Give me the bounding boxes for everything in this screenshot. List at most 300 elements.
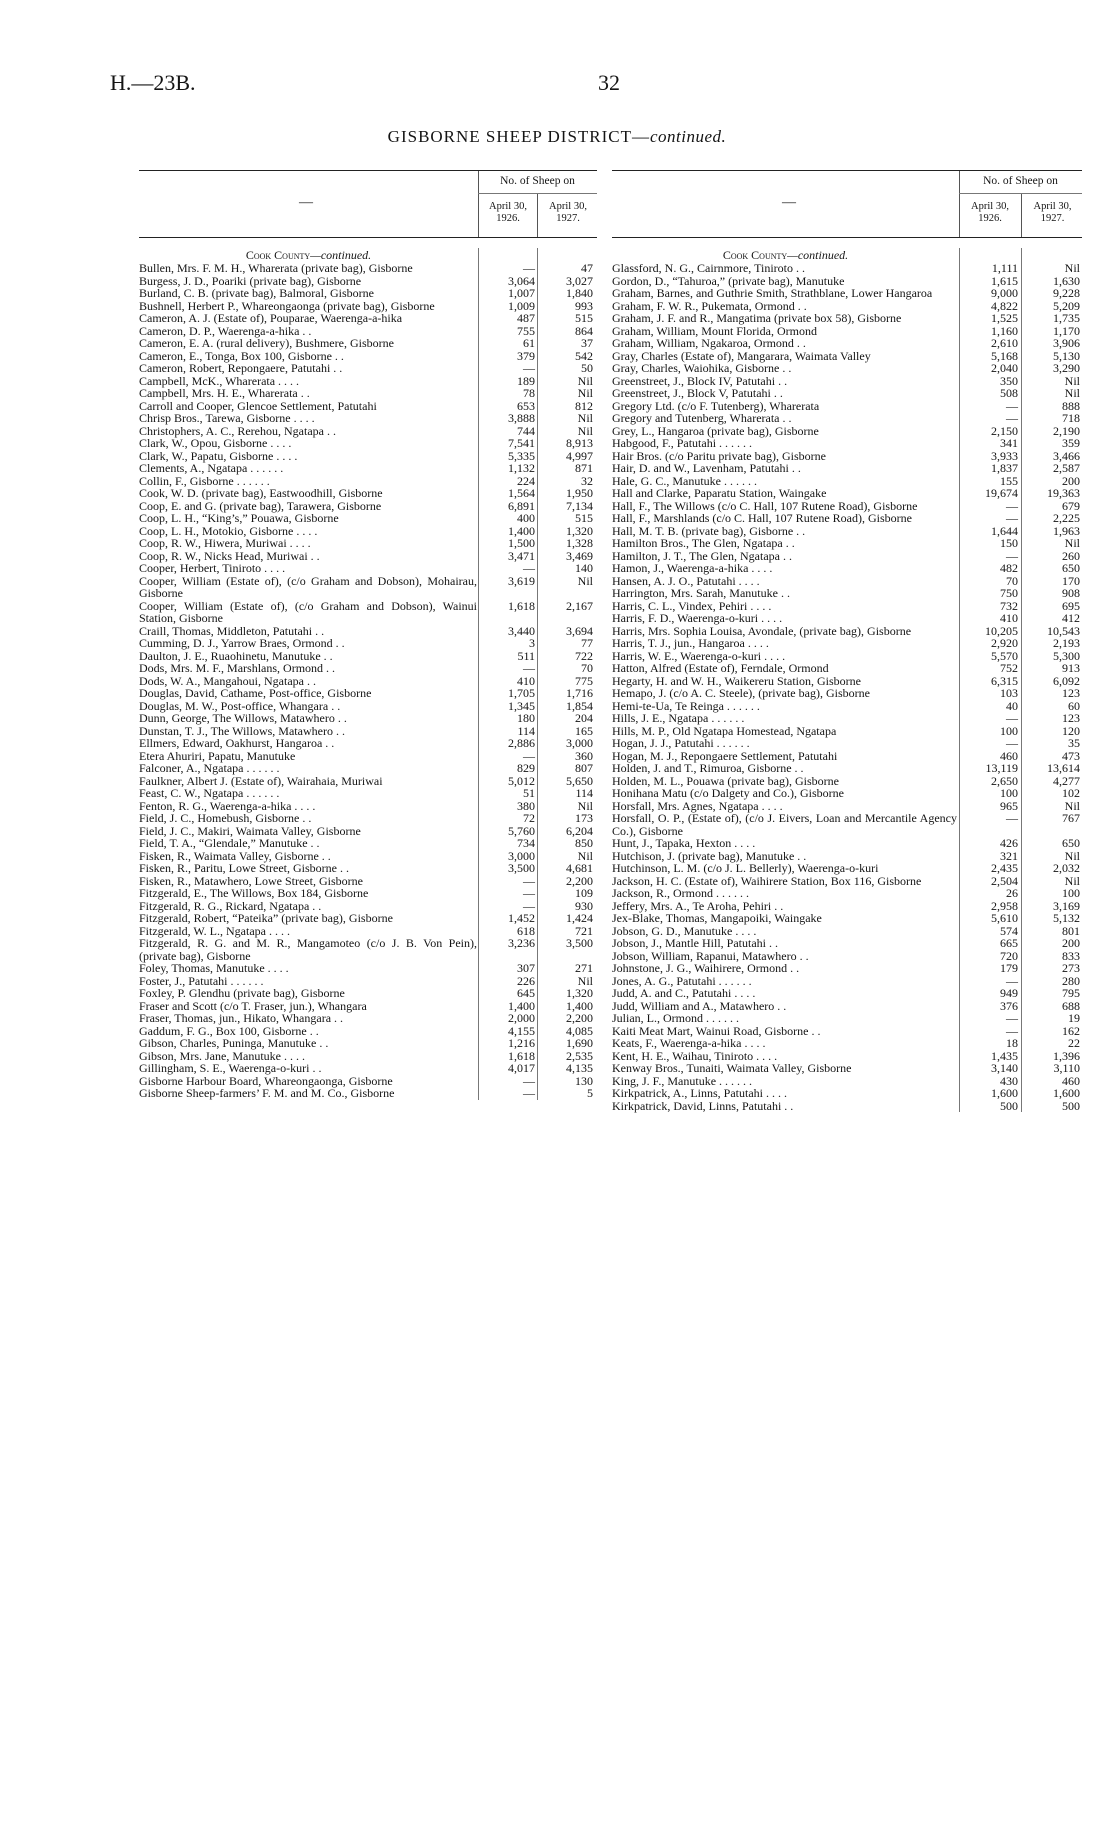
sheep-1927: 102 <box>1062 786 1080 800</box>
sheep-1927: 913 <box>1062 661 1080 675</box>
holder-name: Hutchison, J. (private bag), Manutuke . . <box>612 848 807 863</box>
sheep-1927: 1,400 <box>566 998 593 1013</box>
sheep-1926: — <box>1006 1011 1018 1025</box>
sheep-1926: 1,837 <box>991 461 1018 475</box>
col-1926-header: April 30, 1926. <box>489 201 527 224</box>
sheep-1926: 6,891 <box>508 498 535 513</box>
sheep-1927: Nil <box>577 373 593 388</box>
holder-name: Kenway Bros., Tunaiti, Waimata Valley, Gisborne <box>612 1061 852 1075</box>
sheep-1927: 3,000 <box>566 736 593 750</box>
holder-name: Graham, William, Mount Florida, Ormond <box>612 323 817 338</box>
sheep-1926: 618 <box>517 923 535 938</box>
table-row <box>612 287 1082 300</box>
holder-name: Dunn, George, The Willows, Matawhero . . <box>139 711 347 725</box>
sheep-1927: 10,543 <box>1047 623 1080 638</box>
table-row <box>139 812 597 825</box>
sheep-1927: Nil <box>1064 261 1080 275</box>
table-row <box>612 1012 1082 1025</box>
sheep-1926: 5,760 <box>508 823 535 838</box>
table-row <box>139 837 597 850</box>
table-row <box>612 387 1082 400</box>
holder-name: Falconer, A., Ngatapa . . . . . . <box>139 761 280 775</box>
sheep-1926: 100 <box>1000 786 1018 800</box>
sheep-1927: Nil <box>577 386 593 400</box>
sheep-1926: 307 <box>517 961 535 975</box>
table-row <box>612 837 1082 850</box>
sheep-1927: 718 <box>1062 411 1080 425</box>
holder-name: Cooper, Herbert, Tiniroto . . . . <box>139 561 286 575</box>
holder-name: Fenton, R. G., Waerenga-a-hika . . . . <box>139 798 316 813</box>
table-row <box>612 687 1082 700</box>
sheep-1927: 120 <box>1062 723 1080 738</box>
holder-name: Clements, A., Ngatapa . . . . . . <box>139 461 284 475</box>
holder-name: Gillingham, S. E., Waerenga-o-kuri . . <box>139 1061 322 1075</box>
sheep-1926: 1,132 <box>508 461 535 475</box>
table-row <box>612 537 1082 550</box>
sheep-group-header: No. of Sheep on <box>500 175 575 187</box>
sheep-1926: 1,007 <box>508 286 535 300</box>
holder-name: Ellmers, Edward, Oakhurst, Hangaroa . . <box>139 736 335 750</box>
sheep-1926: 19,674 <box>985 486 1018 500</box>
sheep-1927: 4,997 <box>566 448 593 463</box>
table-row <box>139 437 597 450</box>
table-row <box>612 762 1082 775</box>
sheep-1927: 35 <box>1068 736 1080 750</box>
sheep-1926: — <box>523 748 535 763</box>
sheep-1927: 1,424 <box>566 911 593 925</box>
table-row <box>139 1012 597 1025</box>
sheep-1927: 2,193 <box>1053 636 1080 650</box>
holder-name: Hall, M. T. B. (private bag), Gisborne . . <box>612 523 806 538</box>
holder-name: Bushnell, Herbert P., Whareongaonga (private bag), Gisborne <box>139 298 435 313</box>
sheep-1927: 888 <box>1062 398 1080 413</box>
table-row <box>612 512 1082 525</box>
holder-name: Jackson, H. C. (Estate of), Waihirere Station, Box 116, Gisborne <box>612 873 922 888</box>
sheep-1927: 3,469 <box>566 548 593 563</box>
holder-name: Craill, Thomas, Middleton, Patutahi . . <box>139 623 325 638</box>
holder-name: Greenstreet, J., Block V, Patutahi . . <box>612 386 783 400</box>
sheep-1927: 1,690 <box>566 1036 593 1050</box>
sheep-1926: — <box>523 561 535 575</box>
table-row <box>612 737 1082 750</box>
holder-name: Jobson, G. D., Manutuke . . . . <box>612 923 757 938</box>
sheep-1926: 732 <box>1000 598 1018 613</box>
sheep-1927: 850 <box>575 836 593 850</box>
table-row <box>612 612 1082 625</box>
holder-name: Fisken, R., Matawhero, Lowe Street, Gisborne <box>139 873 363 888</box>
holder-name: Greenstreet, J., Block IV, Patutahi . . <box>612 373 788 388</box>
holder-name: Coop, R. W., Hiwera, Muriwai . . . . <box>139 536 311 550</box>
sheep-1927: 5,300 <box>1053 648 1080 663</box>
sheep-1927: 100 <box>1062 886 1080 900</box>
table-row <box>139 962 597 975</box>
holder-name: Judd, William and A., Matawhero . . <box>612 998 787 1013</box>
sheep-1926: — <box>1006 736 1018 750</box>
sheep-1926: 150 <box>1000 536 1018 550</box>
sheep-1927: 767 <box>1062 811 1080 825</box>
table-row <box>139 287 597 300</box>
sheep-1927: Nil <box>577 798 593 813</box>
sheep-1927: 359 <box>1062 436 1080 450</box>
holder-name: Gregory Ltd. (c/o F. Tutenberg), Wharerata <box>612 398 820 413</box>
sheep-1927: 32 <box>581 473 593 488</box>
holder-name: Jackson, R., Ormond . . . . . . <box>612 886 749 900</box>
sheep-1927: 200 <box>1062 473 1080 488</box>
holder-name: Jones, A. G., Patutahi . . . . . . <box>612 973 752 988</box>
holder-name: Coop, L. H., “King’s,” Pouawa, Gisborne <box>139 511 339 525</box>
left-table <box>139 170 597 1100</box>
table-row <box>139 687 597 700</box>
holder-name: Kent, H. E., Waihau, Tiniroto . . . . <box>612 1048 778 1063</box>
sheep-1926: — <box>523 886 535 900</box>
sheep-1927: 13,614 <box>1047 761 1080 775</box>
holder-name: Hunt, J., Tapaka, Hexton . . . . <box>612 836 756 850</box>
sheep-1927: 8,913 <box>566 436 593 450</box>
holder-name: Hogan, M. J., Repongaere Settlement, Patutahi <box>612 748 838 763</box>
sheep-1927: 1,170 <box>1053 323 1080 338</box>
sheep-1926: 114 <box>517 723 535 738</box>
sheep-1927: 37 <box>581 336 593 350</box>
holder-name: Cumming, D. J., Yarrow Braes, Ormond . . <box>139 636 345 650</box>
sheep-1926: 155 <box>1000 473 1018 488</box>
holder-name: Hills, M. P., Old Ngatapa Homestead, Ngatapa <box>612 723 837 738</box>
sheep-1926: 2,958 <box>991 898 1018 913</box>
holder-name: Fraser, Thomas, jun., Hikato, Whangara . . <box>139 1011 344 1025</box>
sheep-1926: 226 <box>517 973 535 988</box>
sheep-1926: — <box>523 1073 535 1088</box>
sheep-1926: — <box>1006 548 1018 563</box>
holder-name: Douglas, David, Cathame, Post-office, Gisborne <box>139 686 372 700</box>
sheep-1927: 6,092 <box>1053 673 1080 688</box>
sheep-1927: 109 <box>575 886 593 900</box>
sheep-1926: 4,155 <box>508 1023 535 1038</box>
sheep-1926: 1,400 <box>508 998 535 1013</box>
holder-name: Hegarty, H. and W. H., Waikereru Station, Gisborne <box>612 673 861 688</box>
sheep-1926: 1,564 <box>508 486 535 500</box>
holder-name: Bullen, Mrs. F. M. H., Wharerata (private bag), Gisborne <box>139 261 413 275</box>
table-row <box>139 462 597 475</box>
holder-name: Fitzgerald, R. G. and M. R., Mangamoteo (c/o J. B. Von Pein), (private bag), Gisborne <box>139 936 477 963</box>
holder-name: Fraser and Scott (c/o T. Fraser, jun.), Whangara <box>139 998 367 1013</box>
sheep-1926: — <box>523 361 535 375</box>
holder-name: Christophers, A. C., Rerehou, Ngatapa . . <box>139 423 336 438</box>
sheep-1926: 3 <box>529 636 535 650</box>
sheep-1926: 1,644 <box>991 523 1018 538</box>
table-row <box>612 912 1082 925</box>
sheep-1927: 908 <box>1062 586 1080 600</box>
sheep-1926: 26 <box>1006 886 1018 900</box>
table-row <box>139 487 597 500</box>
sheep-1927: 280 <box>1062 973 1080 988</box>
sheep-1926: 460 <box>1000 748 1018 763</box>
holder-name: Holden, M. L., Pouawa (private bag), Gisborne <box>612 773 839 788</box>
sheep-1927: 123 <box>1062 686 1080 700</box>
sheep-1926: 72 <box>523 811 535 825</box>
sheep-1926: 511 <box>517 648 535 663</box>
holder-name: Douglas, M. W., Post-office, Whangara . . <box>139 698 341 713</box>
table-row <box>612 1100 1082 1113</box>
holder-name: Jex-Blake, Thomas, Mangapoiki, Waingake <box>612 911 822 925</box>
table-row <box>612 862 1082 875</box>
sheep-1927: 721 <box>575 923 593 938</box>
sheep-1926: 508 <box>1000 386 1018 400</box>
sheep-1927: 542 <box>575 348 593 363</box>
holder-name: Gibson, Charles, Puninga, Manutuke . . <box>139 1036 329 1050</box>
holder-name: Faulkner, Albert J. (Estate of), Wairahaia, Muriwai <box>139 773 383 788</box>
sheep-1926: — <box>1006 973 1018 988</box>
holder-name: Hair, D. and W., Lavenham, Patutahi . . <box>612 461 801 475</box>
holder-name: Hatton, Alfred (Estate of), Ferndale, Ormond <box>612 661 829 675</box>
sheep-1927: 795 <box>1062 986 1080 1000</box>
sheep-1927: 4,681 <box>566 861 593 875</box>
sheep-1927: 500 <box>1062 1098 1080 1113</box>
sheep-1926: 734 <box>517 836 535 850</box>
holder-name: Judd, A. and C., Patutahi . . . . <box>612 986 756 1000</box>
sheep-1927: 775 <box>575 673 593 688</box>
holder-name: Kirkpatrick, A., Linns, Patutahi . . . . <box>612 1086 787 1100</box>
table-row <box>139 412 597 425</box>
holder-name: Hogan, J. J., Patutahi . . . . . . <box>612 736 750 750</box>
sheep-1926: 5,012 <box>508 773 535 788</box>
sheep-1926: 51 <box>523 786 535 800</box>
table-row <box>139 600 597 625</box>
holder-name: Harris, F. D., Waerenga-o-kuri . . . . <box>612 611 783 625</box>
holder-name: Feast, C. W., Ngatapa . . . . . . <box>139 786 280 800</box>
sheep-1927: 1,950 <box>566 486 593 500</box>
sheep-1926: 1,618 <box>508 1048 535 1063</box>
table-row <box>139 262 597 275</box>
table-row <box>612 487 1082 500</box>
holder-name: Foley, Thomas, Manutuke . . . . <box>139 961 289 975</box>
sheep-1926: 410 <box>517 673 535 688</box>
sheep-1927: 77 <box>581 636 593 650</box>
left-table-body <box>139 248 597 1100</box>
sheep-1927: 130 <box>575 1073 593 1088</box>
sheep-1926: 949 <box>1000 986 1018 1000</box>
holder-name: Cameron, E., Tonga, Box 100, Gisborne . . <box>139 348 344 363</box>
sheep-1926: 5,335 <box>508 448 535 463</box>
holder-name: Gisborne Harbour Board, Whareongaonga, Gisborne <box>139 1073 393 1088</box>
table-row <box>612 1062 1082 1075</box>
holder-name: Campbell, Mrs. H. E., Wharerata . . <box>139 386 310 400</box>
holder-name: Holden, J. and T., Rimuroa, Gisborne . . <box>612 761 804 775</box>
sheep-1927: 5,209 <box>1053 298 1080 313</box>
table-row <box>612 437 1082 450</box>
col-1927-header: April 30, 1927. <box>549 201 587 224</box>
sheep-1927: 1,963 <box>1053 523 1080 538</box>
sheep-1927: 140 <box>575 561 593 575</box>
sheep-1927: Nil <box>1064 798 1080 813</box>
sheep-1927: 650 <box>1062 561 1080 575</box>
holder-name: Etera Ahuriri, Papatu, Manutuke <box>139 748 296 763</box>
sheep-1927: 19,363 <box>1047 486 1080 500</box>
sheep-1927: 3,466 <box>1053 448 1080 463</box>
holder-name: Hamilton, J. T., The Glen, Ngatapa . . <box>612 548 792 563</box>
holder-name: Fitzgerald, R. G., Rickard, Ngatapa . . <box>139 898 322 913</box>
sheep-1927: Nil <box>1064 536 1080 550</box>
name-column-header: — <box>299 195 313 210</box>
title-main: GISBORNE SHEEP DISTRICT— <box>387 127 651 146</box>
sheep-1926: 40 <box>1006 698 1018 713</box>
sheep-1926: 482 <box>1000 561 1018 575</box>
sheep-1926: 2,650 <box>991 773 1018 788</box>
sheep-1926: 3,888 <box>508 411 535 425</box>
table-row <box>612 937 1082 950</box>
sheep-1927: 5,132 <box>1053 911 1080 925</box>
sheep-1927: 2,190 <box>1053 423 1080 438</box>
table-row <box>139 387 597 400</box>
table-row <box>612 362 1082 375</box>
sheep-1926: — <box>1006 411 1018 425</box>
holder-name: Fitzgerald, Robert, “Pateika” (private bag), Gisborne <box>139 911 393 925</box>
table-row <box>139 887 597 900</box>
table-row <box>139 737 597 750</box>
sheep-1927: 2,167 <box>566 598 593 613</box>
sheep-1927: 2,200 <box>566 1011 593 1025</box>
sheep-1926: 2,435 <box>991 861 1018 875</box>
sheep-1926: — <box>1006 1023 1018 1038</box>
right-table-header <box>612 170 1082 238</box>
sheep-1926: 18 <box>1006 1036 1018 1050</box>
section-heading: Cook County—continued. <box>245 248 372 262</box>
sheep-1926: 574 <box>1000 923 1018 938</box>
sheep-1926: 10,205 <box>985 623 1018 638</box>
sheep-1927: 5 <box>587 1086 593 1100</box>
table-row <box>139 762 597 775</box>
table-row <box>139 512 597 525</box>
sheep-1926: 1,618 <box>508 598 535 613</box>
holder-name: Fitzgerald, E., The Willows, Box 184, Gisborne <box>139 886 369 900</box>
sheep-1926: 1,500 <box>508 536 535 550</box>
sheep-1926: 341 <box>1000 436 1018 450</box>
table-row <box>612 562 1082 575</box>
sheep-1927: 871 <box>575 461 593 475</box>
sheep-1926: — <box>1006 498 1018 513</box>
holder-name: Foster, J., Patutahi . . . . . . <box>139 973 264 988</box>
holder-name: Horsfall, O. P., (Estate of), (c/o J. Eivers, Loan and Mercantile Agency Co.), Gisborne <box>612 811 957 838</box>
sheep-1926: 2,920 <box>991 636 1018 650</box>
holder-name: Glassford, N. G., Cairnmore, Tiniroto . . <box>612 261 805 275</box>
table-row <box>612 587 1082 600</box>
sheep-1927: 162 <box>1062 1023 1080 1038</box>
sheep-1926: 1,452 <box>508 911 535 925</box>
sheep-1927: 7,134 <box>566 498 593 513</box>
sheep-1926: 78 <box>523 386 535 400</box>
sheep-1927: 50 <box>581 361 593 375</box>
table-row <box>139 575 597 600</box>
table-row <box>612 412 1082 425</box>
sheep-1926: 410 <box>1000 611 1018 625</box>
holder-name: Harris, Mrs. Sophia Louisa, Avondale, (private bag), Gisborne <box>612 623 912 638</box>
sheep-1926: 5,610 <box>991 911 1018 925</box>
sheep-1926: 752 <box>1000 661 1018 675</box>
holder-name: Horsfall, Mrs. Agnes, Ngatapa . . . . <box>612 798 783 813</box>
holder-name: Field, J. C., Homebush, Gisborne . . <box>139 811 312 825</box>
table-row <box>612 887 1082 900</box>
holder-name: Clark, W., Papatu, Gisborne . . . . <box>139 448 298 463</box>
sheep-1927: 123 <box>1062 711 1080 725</box>
sheep-1927: 47 <box>581 261 593 275</box>
holder-name: Fisken, R., Waimata Valley, Gisborne . . <box>139 848 331 863</box>
sheep-1926: 2,040 <box>991 361 1018 375</box>
holder-name: Coop, E. and G. (private bag), Tarawera, Gisborne <box>139 498 382 513</box>
page-number: 32 <box>598 70 620 95</box>
holder-name: Hutchinson, L. M. (c/o J. L. Bellerly), Waerenga-o-kuri <box>612 861 879 875</box>
sheep-1927: 1,630 <box>1053 273 1080 288</box>
sheep-1927: 650 <box>1062 836 1080 850</box>
sheep-1927: 722 <box>575 648 593 663</box>
holder-name: Johnstone, J. G., Waihirere, Ormond . . <box>612 961 800 975</box>
table-row <box>139 1062 597 1075</box>
holder-name: Harris, T. J., jun., Hangaroa . . . . <box>612 636 769 650</box>
sheep-1927: 173 <box>575 811 593 825</box>
holder-name: Harris, W. E., Waerenga-o-kuri . . . . <box>612 648 786 663</box>
table-row <box>139 537 597 550</box>
holder-name: Burland, C. B. (private bag), Balmoral, Gisborne <box>139 286 374 300</box>
sheep-1927: 864 <box>575 323 593 338</box>
sheep-1927: 688 <box>1062 998 1080 1013</box>
sheep-1926: 3,619 <box>508 573 535 588</box>
holder-name: Harris, C. L., Vindex, Pehiri . . . . <box>612 598 772 613</box>
sheep-1927: Nil <box>577 423 593 438</box>
sheep-1927: 1,840 <box>566 286 593 300</box>
holder-name: Grey, L., Hangaroa (private bag), Gisborne <box>612 423 819 438</box>
left-table-header <box>139 170 597 238</box>
sheep-1926: 321 <box>1000 848 1018 863</box>
holder-name: Hall, F., Marshlands (c/o C. Hall, 107 Rutene Road), Gisborne <box>612 511 912 525</box>
sheep-1926: 4,017 <box>508 1061 535 1075</box>
table-row <box>139 712 597 725</box>
sheep-1926: 1,435 <box>991 1048 1018 1063</box>
table-row <box>612 262 1082 275</box>
table-row <box>139 337 597 350</box>
sheep-1927: 930 <box>575 898 593 913</box>
table-row <box>139 987 597 1000</box>
sheep-1927: 22 <box>1068 1036 1080 1050</box>
sheep-1926: 5,168 <box>991 348 1018 363</box>
holder-name: Cooper, William (Estate of), (c/o Graham and Dobson), Wainui Station, Gisborne <box>139 598 477 625</box>
holder-name: Dods, W. A., Mangahoui, Ngatapa . . <box>139 673 316 688</box>
holder-name: Cameron, D. P., Waerenga-a-hika . . <box>139 323 312 338</box>
sheep-1927: 19 <box>1068 1011 1080 1025</box>
sheep-1926: 2,150 <box>991 423 1018 438</box>
sheep-1927: 170 <box>1062 573 1080 588</box>
sheep-1926: 750 <box>1000 586 1018 600</box>
sheep-1927: 3,290 <box>1053 361 1080 375</box>
sheep-1927: 200 <box>1062 936 1080 950</box>
holder-name: Coop, L. H., Motokio, Gisborne . . . . <box>139 523 318 538</box>
sheep-1926: 720 <box>1000 948 1018 963</box>
sheep-1926: 6,315 <box>991 673 1018 688</box>
sheep-1926: 2,000 <box>508 1011 535 1025</box>
table-row <box>139 912 597 925</box>
name-column-header: — <box>782 195 796 210</box>
sheep-1927: 9,228 <box>1053 286 1080 300</box>
sheep-1926: 3,933 <box>991 448 1018 463</box>
sheep-1926: 2,504 <box>991 873 1018 888</box>
sheep-1926: 179 <box>1000 961 1018 975</box>
sheep-1926: 100 <box>1000 723 1018 738</box>
sheep-1927: Nil <box>577 573 593 588</box>
sheep-1927: 4,277 <box>1053 773 1080 788</box>
sheep-1927: 2,587 <box>1053 461 1080 475</box>
sheep-1926: 5,570 <box>991 648 1018 663</box>
sheep-1926: 1,111 <box>991 261 1018 275</box>
holder-name: Cook, W. D. (private bag), Eastwoodhill, Gisborne <box>139 486 383 500</box>
right-table-body <box>612 248 1082 1112</box>
holder-name: Hemapo, J. (c/o A. C. Steele), (private bag), Gisborne <box>612 686 870 700</box>
holder-name: Habgood, F., Patutahi . . . . . . <box>612 436 753 450</box>
